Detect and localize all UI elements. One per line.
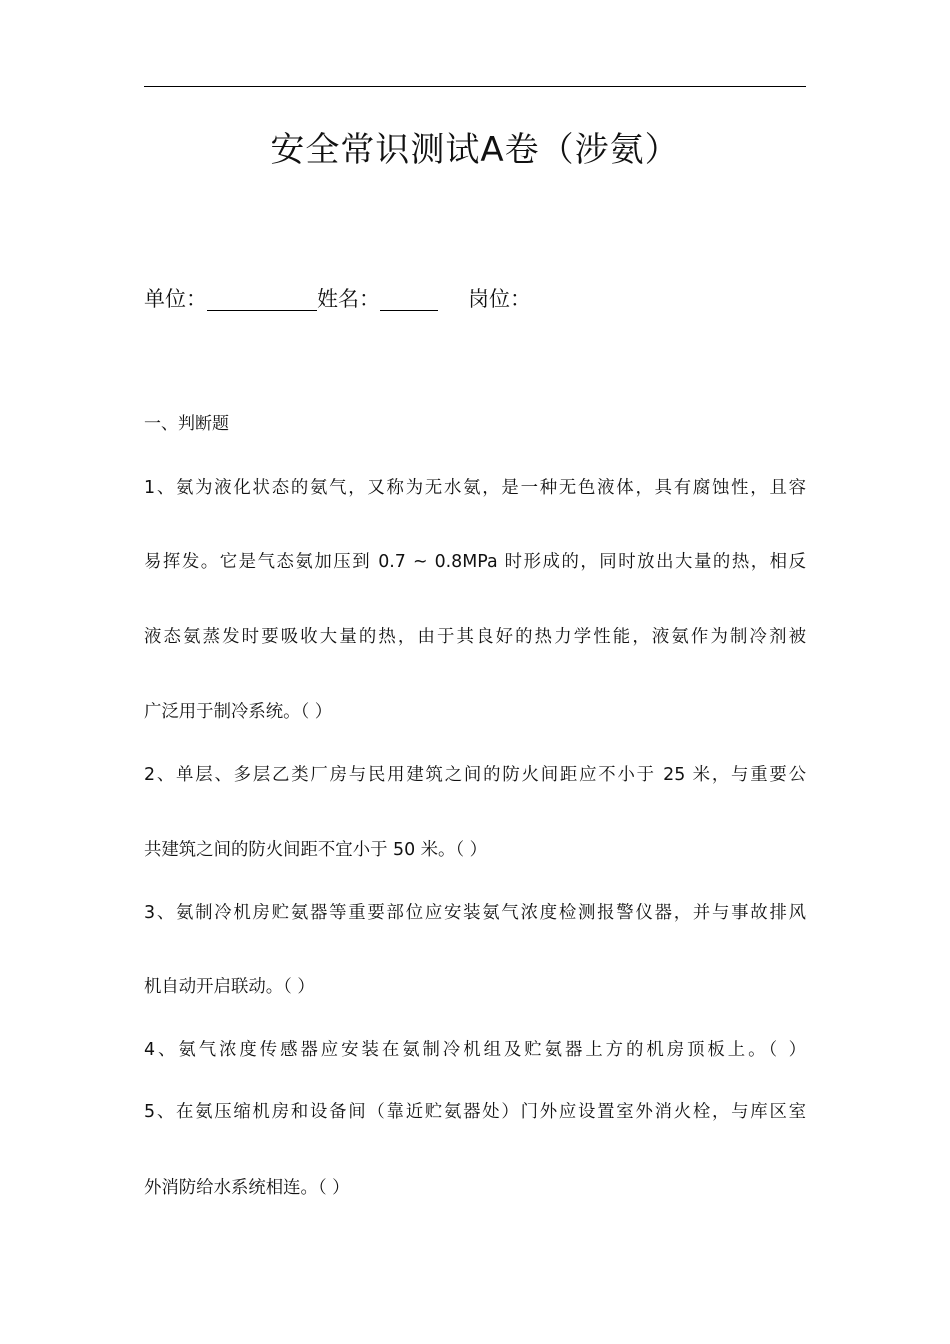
post-label: 岗位： [468,287,531,311]
question-5-line-2: 外消防给水系统相连。（ ） [144,1178,350,1198]
document-title: 安全常识测试A卷（涉氨） [270,130,680,170]
question-1-line-1: 1、氨为液化状态的氨气，又称为无水氨，是一种无色液体，具有腐蚀性，且容 [144,478,806,498]
question-1-line-4: 广泛用于制冷系统。（ ） [144,702,333,722]
examinee-info-row [144,282,531,314]
question-3-line-1: 3、氨制冷机房贮氨器等重要部位应安装氨气浓度检测报警仪器，并与事故排风 [144,903,806,923]
name-label: 姓名： [317,287,380,311]
unit-blank[interactable] [207,284,317,311]
name-blank[interactable] [380,284,438,311]
question-5-line-1: 5、在氨压缩机房和设备间（靠近贮氨器处）门外应设置室外消火栓，与库区室 [144,1102,806,1122]
question-4-line-1: 4、氨气浓度传感器应安装在氨制冷机组及贮氨器上方的机房顶板上。（ ） [144,1040,806,1060]
question-3-line-2: 机自动开启联动。（ ） [144,977,315,997]
question-2-line-2: 共建筑之间的防火间距不宜小于 50 米。（ ） [144,840,488,860]
question-1-line-2: 易挥发。它是气态氨加压到 0.7 ~ 0.8MPa 时形成的，同时放出大量的热，相反 [144,552,806,572]
header-rule [144,86,806,87]
section-heading: 一、判断题 [144,414,229,434]
unit-label: 单位： [144,287,207,311]
question-2-line-1: 2、单层、多层乙类厂房与民用建筑之间的防火间距应不小于 25 米，与重要公 [144,765,806,785]
question-1-line-3: 液态氨蒸发时要吸收大量的热，由于其良好的热力学性能，液氨作为制冷剂被 [144,627,806,647]
